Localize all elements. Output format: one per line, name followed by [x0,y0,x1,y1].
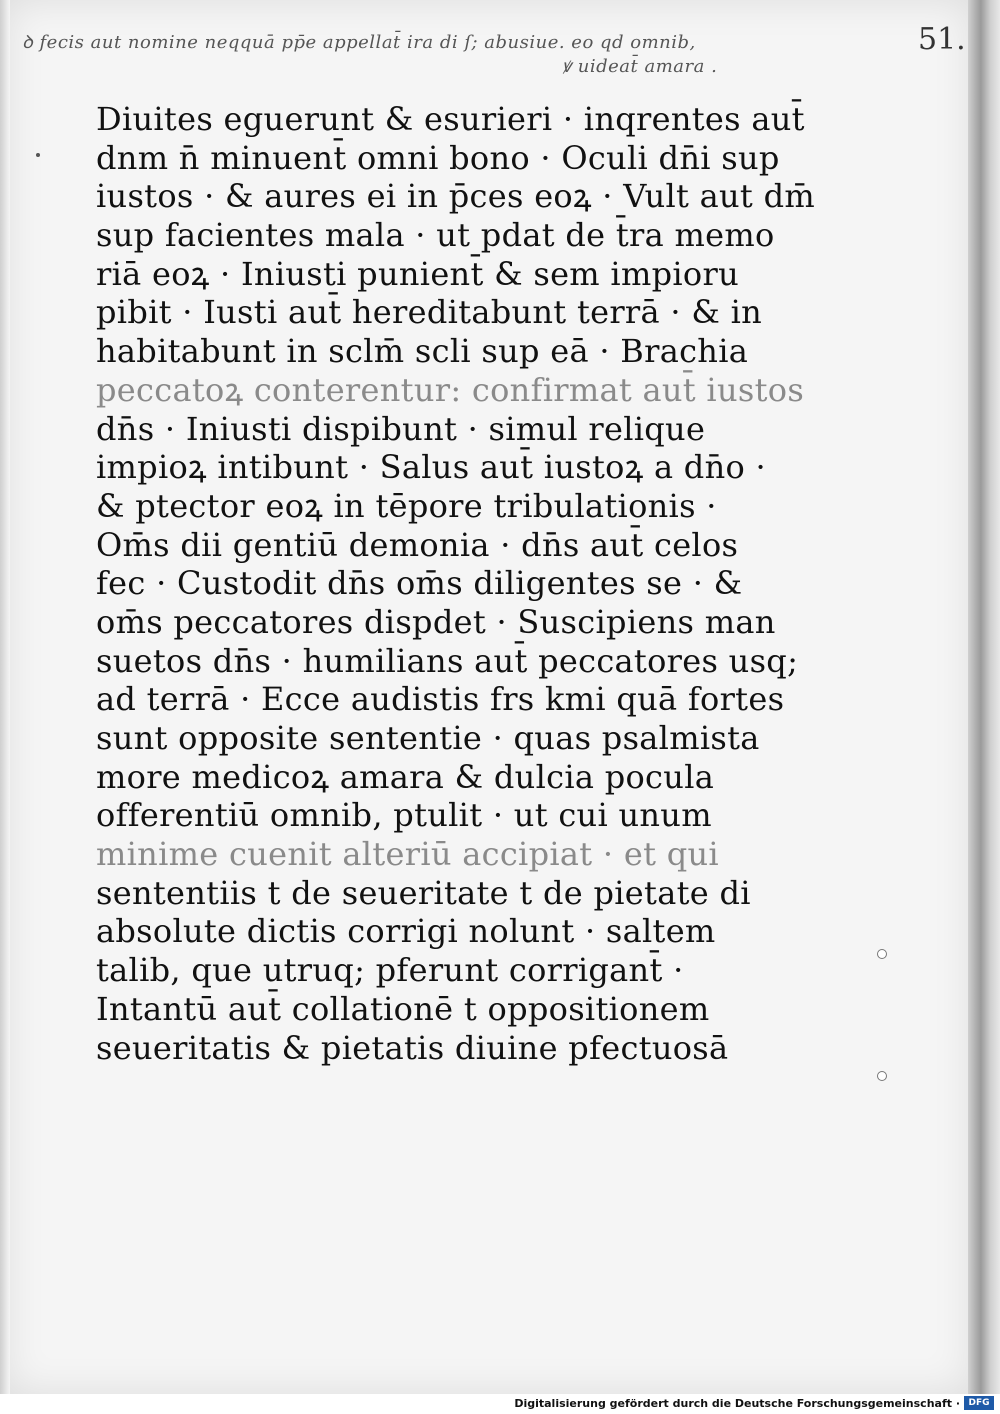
manuscript-line: peccatoꝝ conterentur: confirmat aut̄ iustos [96,370,805,409]
manuscript-line: riā eoꝝ · Iniusti punient̄ & sem impioru [96,254,739,293]
manuscript-line: absolute dictis corrigi nolunt · saltem [96,912,716,951]
funding-credit: Digitalisierung gefördert durch die Deutsche Forschungsgemeinschaft · [514,1397,960,1410]
manuscript-line: minime cuenit alteriū accipiat · et qui [96,835,719,874]
manuscript-line: iustos · & aures ei in p̄ces eoꝝ · Vult aut dm̄ [96,177,815,216]
manuscript-line: sententiis t de seueritate t de pietate di [96,873,751,912]
left-edge-shadow [0,0,10,1394]
folio-number: 51. [918,22,966,57]
dfg-logo: DFG [964,1396,994,1410]
manuscript-line: more medicoꝝ amara & dulcia pocula [96,757,715,796]
manuscript-line: pibit · Iusti aut̄ hereditabunt terrā · & in [96,293,763,332]
manuscript-line: Om̄s dii gentiū demonia · dn̄s aut̄ celos [96,525,739,564]
manuscript-line: sup facientes mala · ut pdat de t̄ra memo [96,216,775,255]
marginal-note [22,30,842,78]
manuscript-line: ad terrā · Ecce audistis frs kmi quā fortes [96,680,785,719]
manuscript-line: Intantū aut̄ collationē t oppositionem [96,989,710,1028]
margin-mark [36,153,40,157]
marginal-note-line-1: ꝺ fecis aut nomine neqquā pp̄e appellat̄ ira di ſ; abusiue. eo qd omnib, [22,32,696,53]
manuscript-line: habitabunt in sclm̄ scli sup eā · Brachia [96,332,749,371]
marginal-note-line-2: ꝟ uideat̄ amara . [562,56,718,77]
manuscript-text-block [96,100,815,1067]
parchment-hole [877,949,887,959]
manuscript-line: om̄s peccatores dispdet · Suscipiens man [96,602,776,641]
manuscript-line: sunt opposite sententie · quas psalmista [96,719,760,757]
manuscript-line: talib, que utruq; pferunt corrigant̄ · [96,951,684,990]
manuscript-line: seueritatis & pietatis diuine pfectuosā [96,1028,729,1067]
manuscript-line: fec · Custodit dn̄s om̄s diligentes se · & [96,564,743,603]
manuscript-line: offerentiū omnib, ptulit · ut cui unum [96,796,712,835]
manuscript-line: impioꝝ intibunt · Salus aut̄ iustoꝝ a dn̄o · [96,448,767,487]
manuscript-line: dnm n̄ minuent̄ omni bono · Oculi dn̄i sup [96,138,780,177]
manuscript-line: suetos dn̄s · humilians aut̄ peccatores usq; [96,641,799,680]
parchment-hole [877,1071,887,1081]
binding-edge [968,0,1000,1394]
manuscript-line: dn̄s · Iniusti dispibunt · simul relique [96,409,706,448]
footer-bar [0,1394,1000,1414]
manuscript-line: Diuites eguerunt & esurieri · inqrentes aut̄ [96,100,805,138]
manuscript-line: & ptector eoꝝ in tēpore tribulationis · [96,486,717,525]
